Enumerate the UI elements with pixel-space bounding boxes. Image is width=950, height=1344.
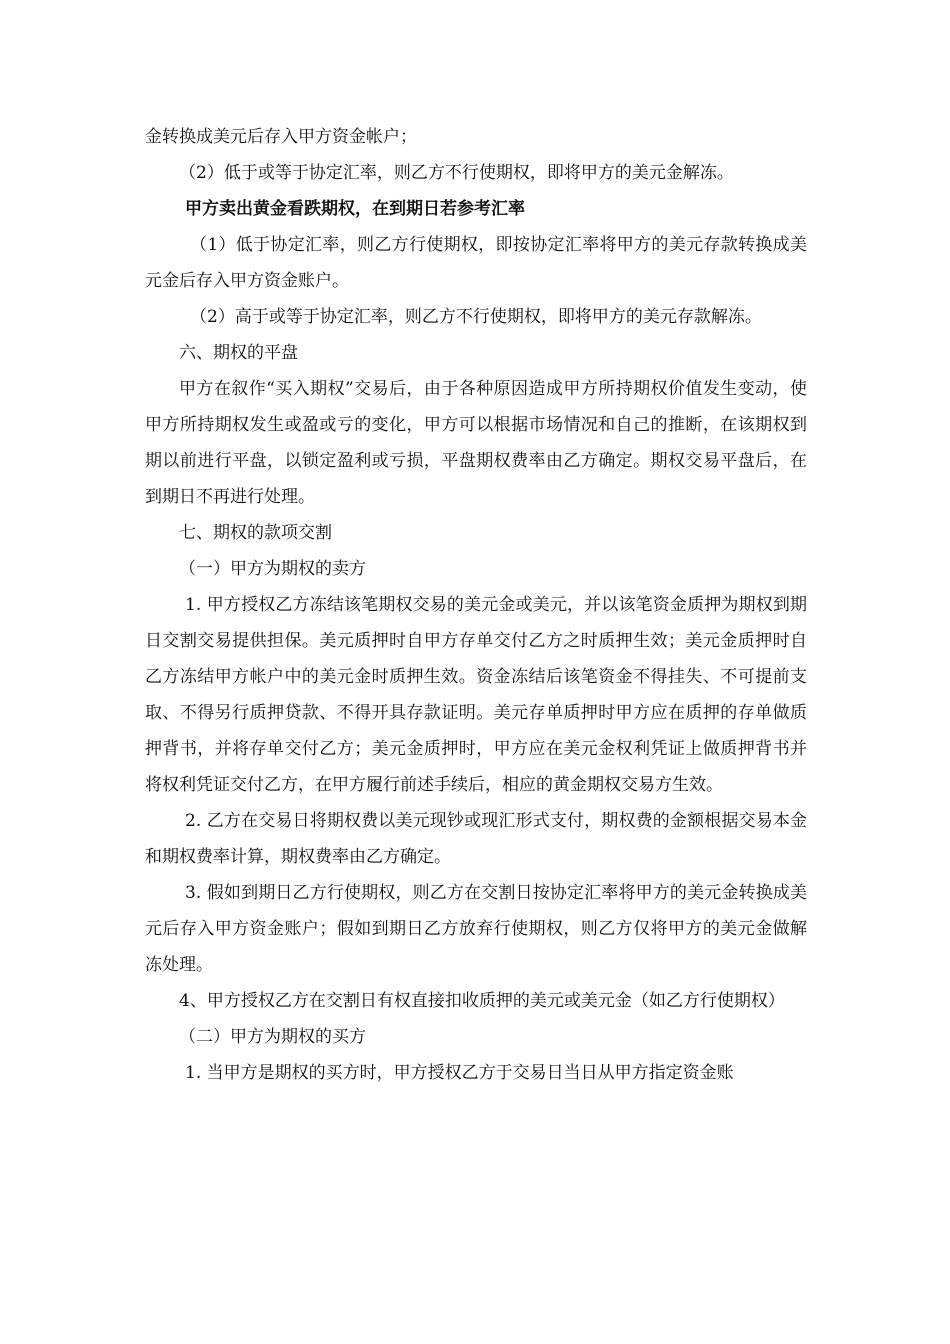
paragraph-10: 1. 甲方授权乙方冻结该笔期权交易的美元金或美元，并以该笔资金质押为期权到期日交割交易提供担保。美元质押时自甲方存单交付乙方之时质押生效；美元金质押时自乙方冻结甲方帐户中的美元金时质押生效。资金冻结后该笔资金不得挂失、不可提前支取、不得另行质押贷款、不得开具存款证明。美元存单质押时甲方应在质押的存单做质押背书，并将存单交付乙方；美元金质押时，甲方应在美元金权利凭证上做质押背书并将权利凭证交付乙方，在甲方履行前述手续后，相应的黄金期权交易方生效。 xyxy=(145,595,807,795)
paragraph-1: 金转换成美元后存入甲方资金帐户； xyxy=(145,127,417,147)
paragraph-7: 甲方在叙作“买入期权”交易后，由于各种原因造成甲方所持期权价值发生变动，使甲方所持期权发生或盈或亏的变化，甲方可以根据市场情况和自己的推断，在该期权到期以前进行平盘，以锁定盈利或亏损，平盘期权费率由乙方确定。期权交易平盘后，在到期日不再进行处理。 xyxy=(145,379,807,507)
paragraph-4: （1）低于协定汇率，则乙方行使期权，即按协定汇率将甲方的美元存款转换成美元金后存入甲方资金账户。 xyxy=(145,235,807,291)
section-heading-7: 七、期权的款项交割 xyxy=(179,523,332,543)
subsection-heading-1: （一）甲方为期权的卖方 xyxy=(179,559,366,579)
section-heading-put-option: 甲方卖出黄金看跌期权，在到期日若参考汇率 xyxy=(185,199,525,219)
section-heading-6: 六、期权的平盘 xyxy=(179,343,298,363)
paragraph-5: （2）高于或等于协定汇率，则乙方不行使期权，即将甲方的美元存款解冻。 xyxy=(190,307,762,327)
paragraph-2: （2）低于或等于协定汇率，则乙方不行使期权，即将甲方的美元金解冻。 xyxy=(179,163,734,183)
paragraph-15: 1. 当甲方是期权的买方时，甲方授权乙方于交易日当日从甲方指定资金账 xyxy=(185,1063,734,1083)
paragraph-11: 2. 乙方在交易日将期权费以美元现钞或现汇形式支付，期权费的金额根据交易本金和期权费率计算，期权费率由乙方确定。 xyxy=(145,811,807,867)
paragraph-12: 3. 假如到期日乙方行使期权，则乙方在交割日按协定汇率将甲方的美元金转换成美元后存入甲方资金账户；假如到期日乙方放弃行使期权，则乙方仅将甲方的美元金做解冻处理。 xyxy=(145,883,807,975)
document-page xyxy=(145,119,807,1091)
paragraph-13: 4、甲方授权乙方在交割日有权直接扣收质押的美元或美元金（如乙方行使期权） xyxy=(179,991,785,1011)
subsection-heading-2: （二）甲方为期权的买方 xyxy=(179,1027,366,1047)
